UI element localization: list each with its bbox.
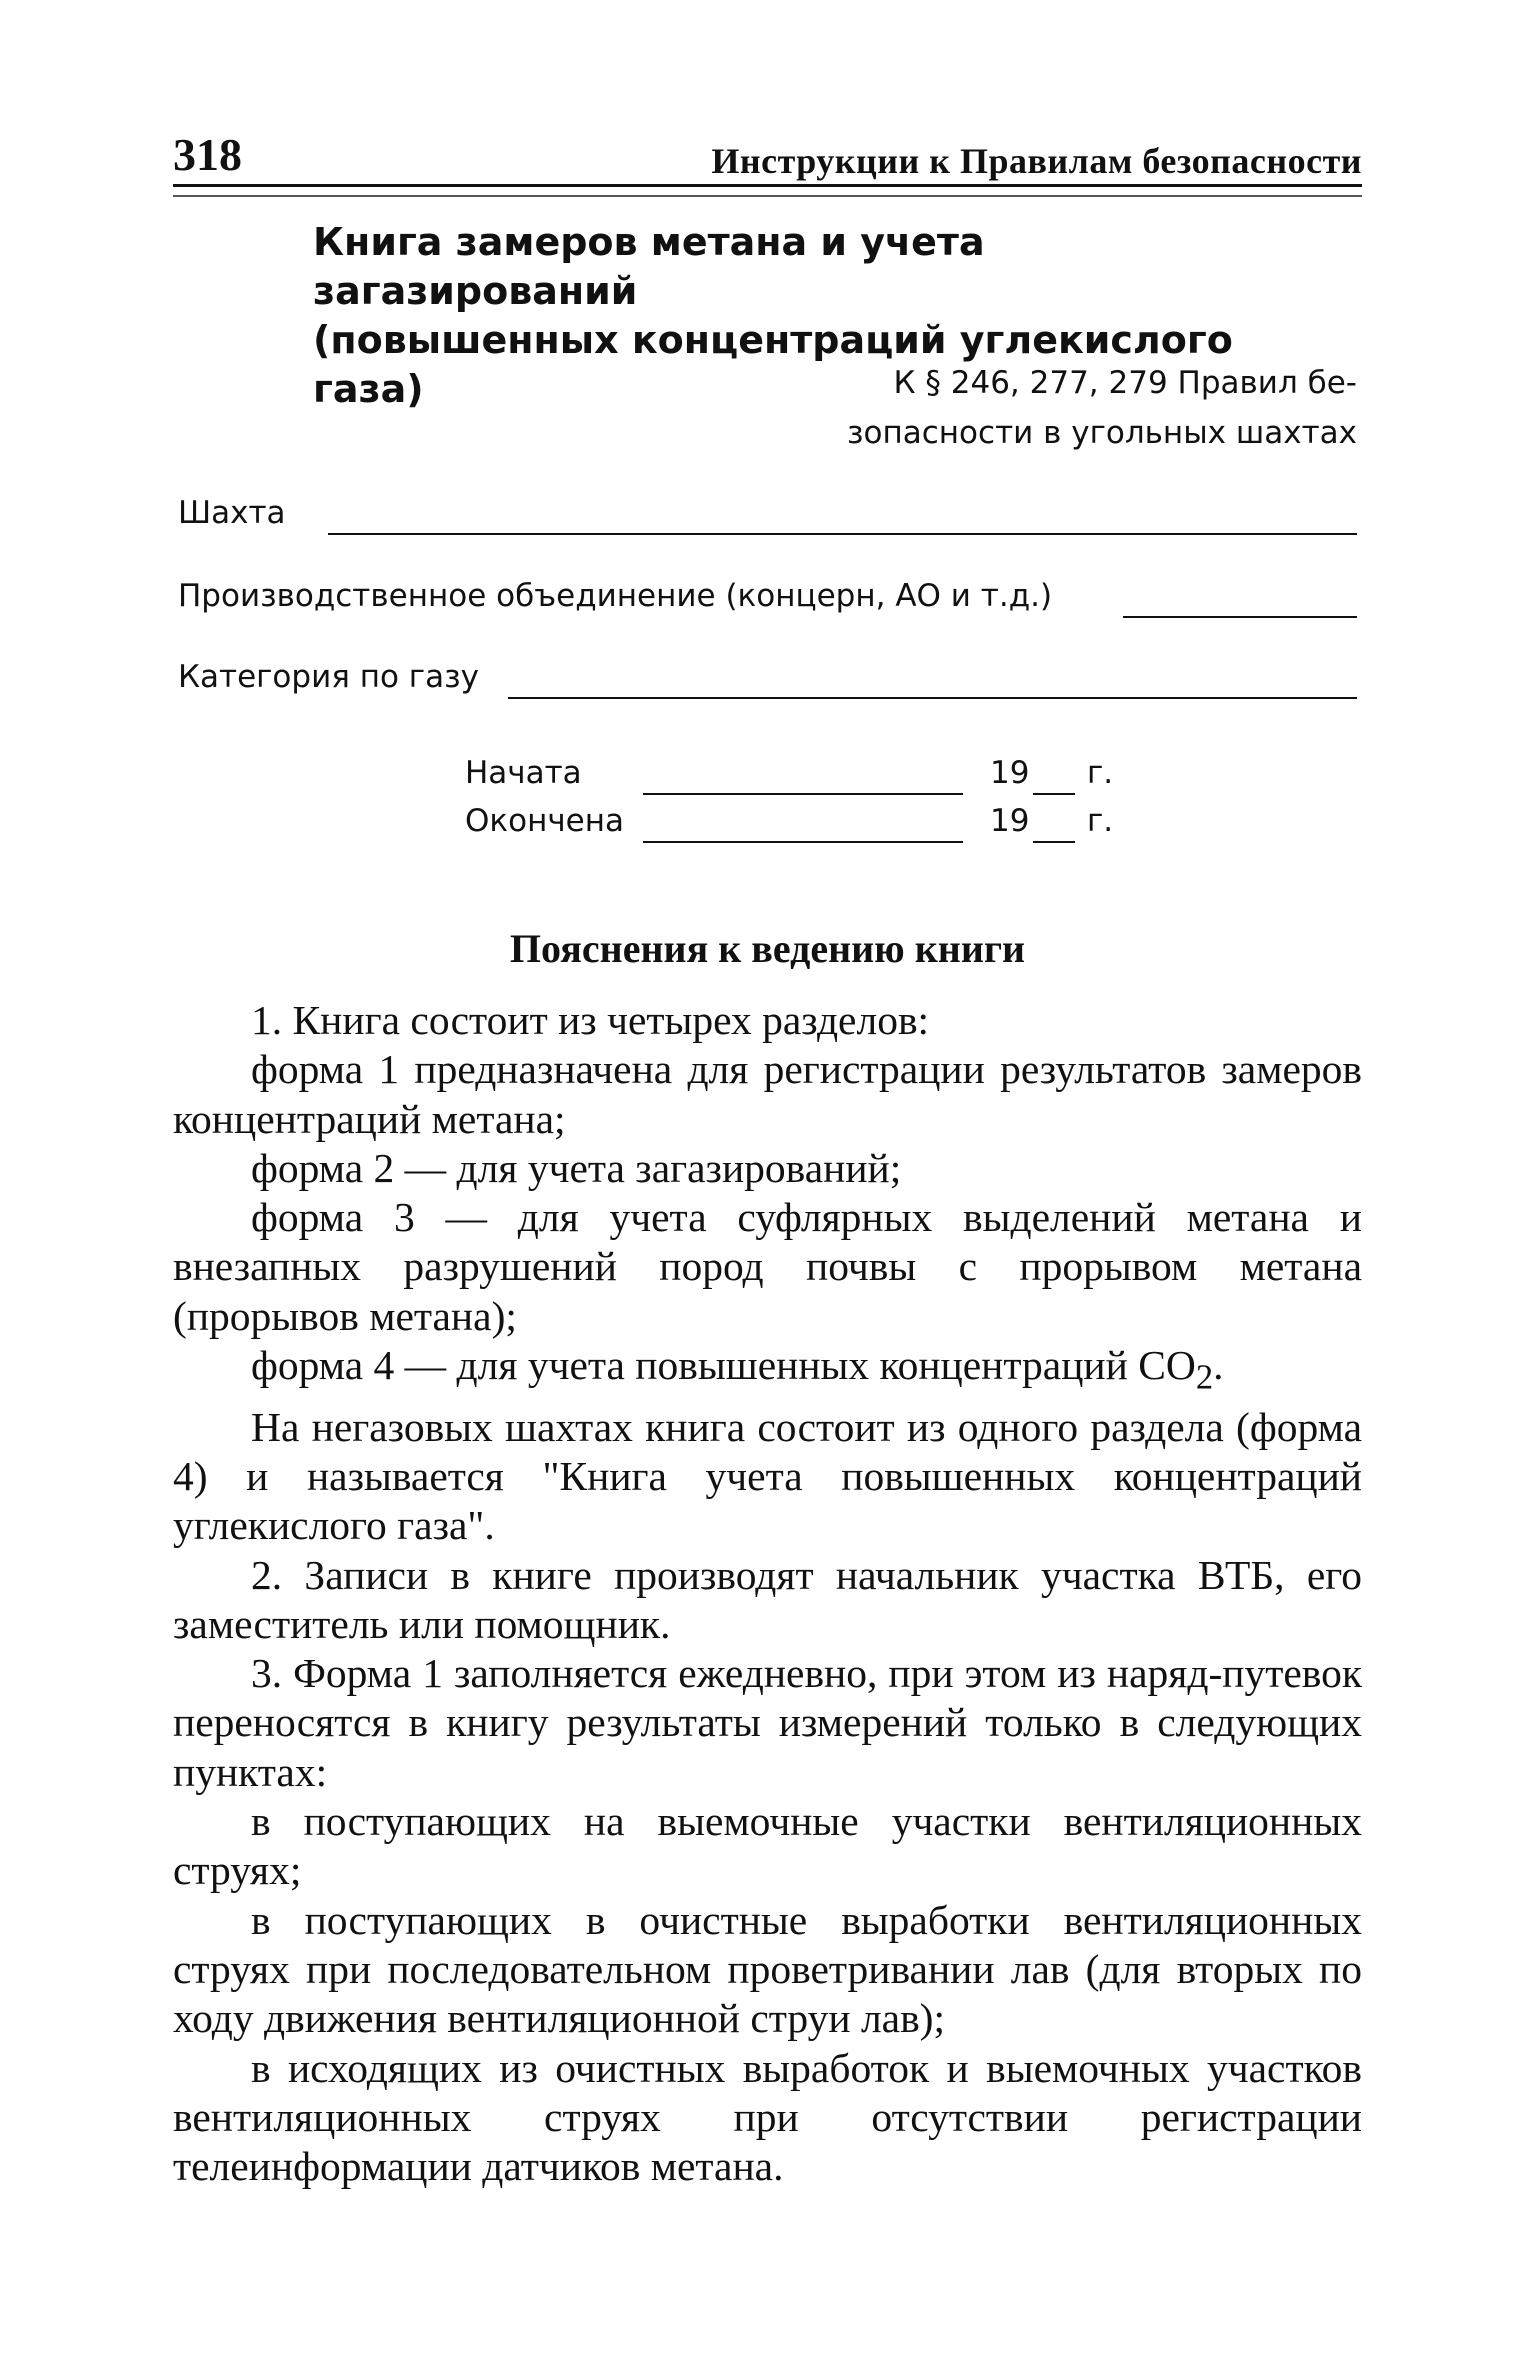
paragraph: 2. Записи в книге производят начальник участка ВТБ, его заместитель или помощник. <box>173 1551 1362 1647</box>
year-suffix: г. <box>1087 803 1114 839</box>
paragraph: 1. Книга состоит из четырех разделов: <box>251 997 930 1043</box>
paragraph: форма 2 — для учета загазирований; <box>251 1144 902 1191</box>
running-head <box>173 128 1362 184</box>
paragraph: форма 3 — для учета суфлярных выделений метана и внезапных разрушений пород почвы с прорывом метана (прорывов метана); <box>173 1194 1362 1339</box>
page-number: 318 <box>173 129 242 180</box>
mine-field <box>178 495 1357 541</box>
date-label: Начата <box>465 755 582 791</box>
fill-in-line <box>1123 616 1357 618</box>
started-date-row <box>465 755 1165 801</box>
paragraph: в поступающих на выемочные участки вентиляционных струях; <box>173 1798 1362 1894</box>
finished-date-row <box>465 803 1165 849</box>
year-prefix: 19 <box>990 755 1030 791</box>
date-label: Окончена <box>465 803 625 839</box>
rule-reference-line: К § 246, 277, 279 Правил бе- <box>893 365 1357 401</box>
paragraph: На негазовых шахтах книга состоит из одного раздела (форма 4) и называется "Книга учета повышенных концентраций углекислого газа". <box>173 1403 1362 1549</box>
fill-in-line <box>328 533 1357 535</box>
year-suffix: г. <box>1087 755 1114 791</box>
paragraph: форма 1 предназначена для регистрации результатов замеров концентраций метана; <box>173 1046 1362 1142</box>
rule-reference-line: зопасности в угольных шахтах <box>847 415 1357 451</box>
form-title-line: (повышенных концентраций углекислого газа) <box>313 318 1233 411</box>
explanations-heading: Пояснения к ведению книги <box>509 926 1026 971</box>
date-fill-line <box>643 793 963 795</box>
field-label: Производственное объединение (концерн, АО и т.д.) <box>178 578 1053 614</box>
year-fill-line <box>1033 793 1075 795</box>
field-label: Категория по газу <box>178 659 479 695</box>
paragraph-end: . <box>1213 1342 1224 1389</box>
association-field <box>178 578 1357 624</box>
running-title: Инструкции к Правилам безопасности <box>711 141 1362 181</box>
paragraph: в исходящих из очистных выработок и выемочных участков вентиляционных струях при отсутствии регистрации телеинформации датчиков метана. <box>173 2044 1362 2190</box>
form-title-line: Книга замеров метана и учета загазирований <box>313 220 985 313</box>
year-fill-line <box>1033 841 1075 843</box>
rule-reference <box>797 358 1357 458</box>
paragraph-text: форма 4 — для учета повышенных концентраций CO <box>251 1342 1196 1389</box>
paragraph: в поступающих в очистные выработки вентиляционных струях при последовательном проветривании лав (для вторых по ходу движения вентиляционной струи лав); <box>173 1896 1362 2042</box>
fill-in-line <box>508 697 1357 699</box>
field-label: Шахта <box>178 495 286 531</box>
year-prefix: 19 <box>990 803 1030 839</box>
co2-subscript: 2 <box>1195 1358 1214 1397</box>
explanations-body <box>173 996 1362 2191</box>
gas-category-field <box>178 659 1357 705</box>
paragraph: 3. Форма 1 заполняется ежедневно, при этом из наряд-путевок переносятся в книгу результаты измерений только в следующих пунктах: <box>173 1650 1362 1795</box>
header-rule <box>173 184 1362 197</box>
date-fill-line <box>643 841 963 843</box>
paragraph <box>173 1341 1362 1403</box>
